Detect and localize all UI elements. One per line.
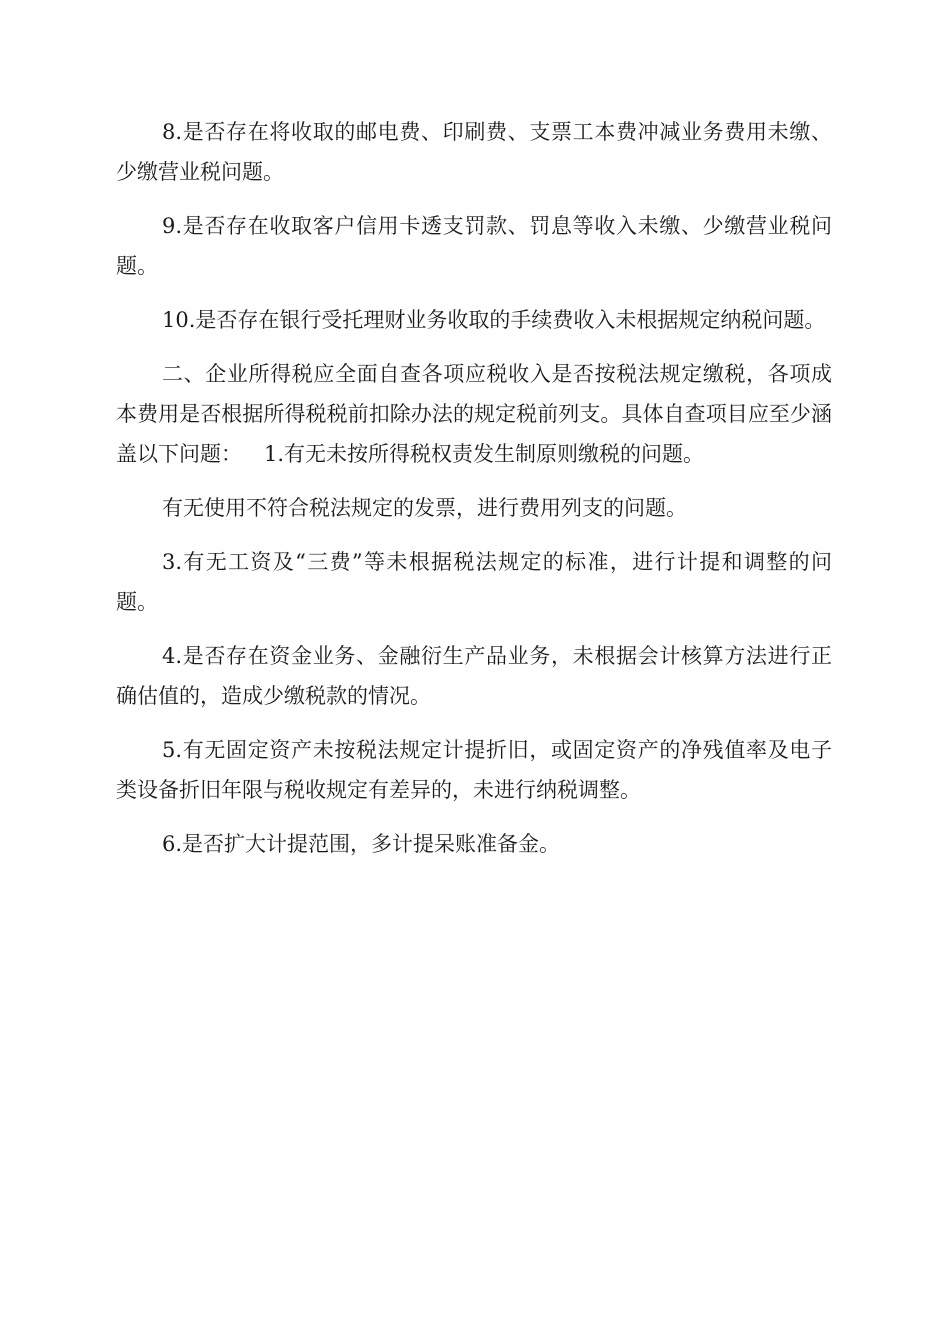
paragraph-item-9: 9.是否存在收取客户信用卡透支罚款、罚息等收入未缴、少缴营业税问题。 [116, 214, 832, 278]
document-body [116, 112, 832, 878]
paragraph-item-4: 4.是否存在资金业务、金融衍生产品业务，未根据会计核算方法进行正确估值的，造成少缴税款的情况。 [116, 644, 832, 708]
paragraph-item-6: 6.是否扩大计提范围，多计提呆账准备金。 [162, 832, 561, 856]
paragraph-item-10: 10.是否存在银行受托理财业务收取的手续费收入未根据规定纳税问题。 [162, 308, 826, 332]
paragraph-item-8: 8.是否存在将收取的邮电费、印刷费、支票工本费冲减业务费用未缴、少缴营业税问题。 [116, 120, 832, 184]
paragraph-section-two [116, 354, 832, 474]
paragraph-item-1: 1.有无未按所得税权责发生制原则缴税的问题。 [264, 442, 705, 466]
paragraph-item-5: 5.有无固定资产未按税法规定计提折旧，或固定资产的净残值率及电子类设备折旧年限与税收规定有差异的，未进行纳税调整。 [116, 738, 832, 802]
paragraph-item-2: 有无使用不符合税法规定的发票，进行费用列支的问题。 [162, 496, 687, 520]
paragraph-item-3: 3.有无工资及“三费”等未根据税法规定的标准，进行计提和调整的问题。 [116, 550, 832, 614]
section-two-intro: 二、企业所得税应全面自查各项应税收入是否按税法规定缴税，各项成本费用是否根据所得税税前扣除办法的规定税前列支。具体自查项目应至少涵盖以下问题： [116, 362, 832, 466]
